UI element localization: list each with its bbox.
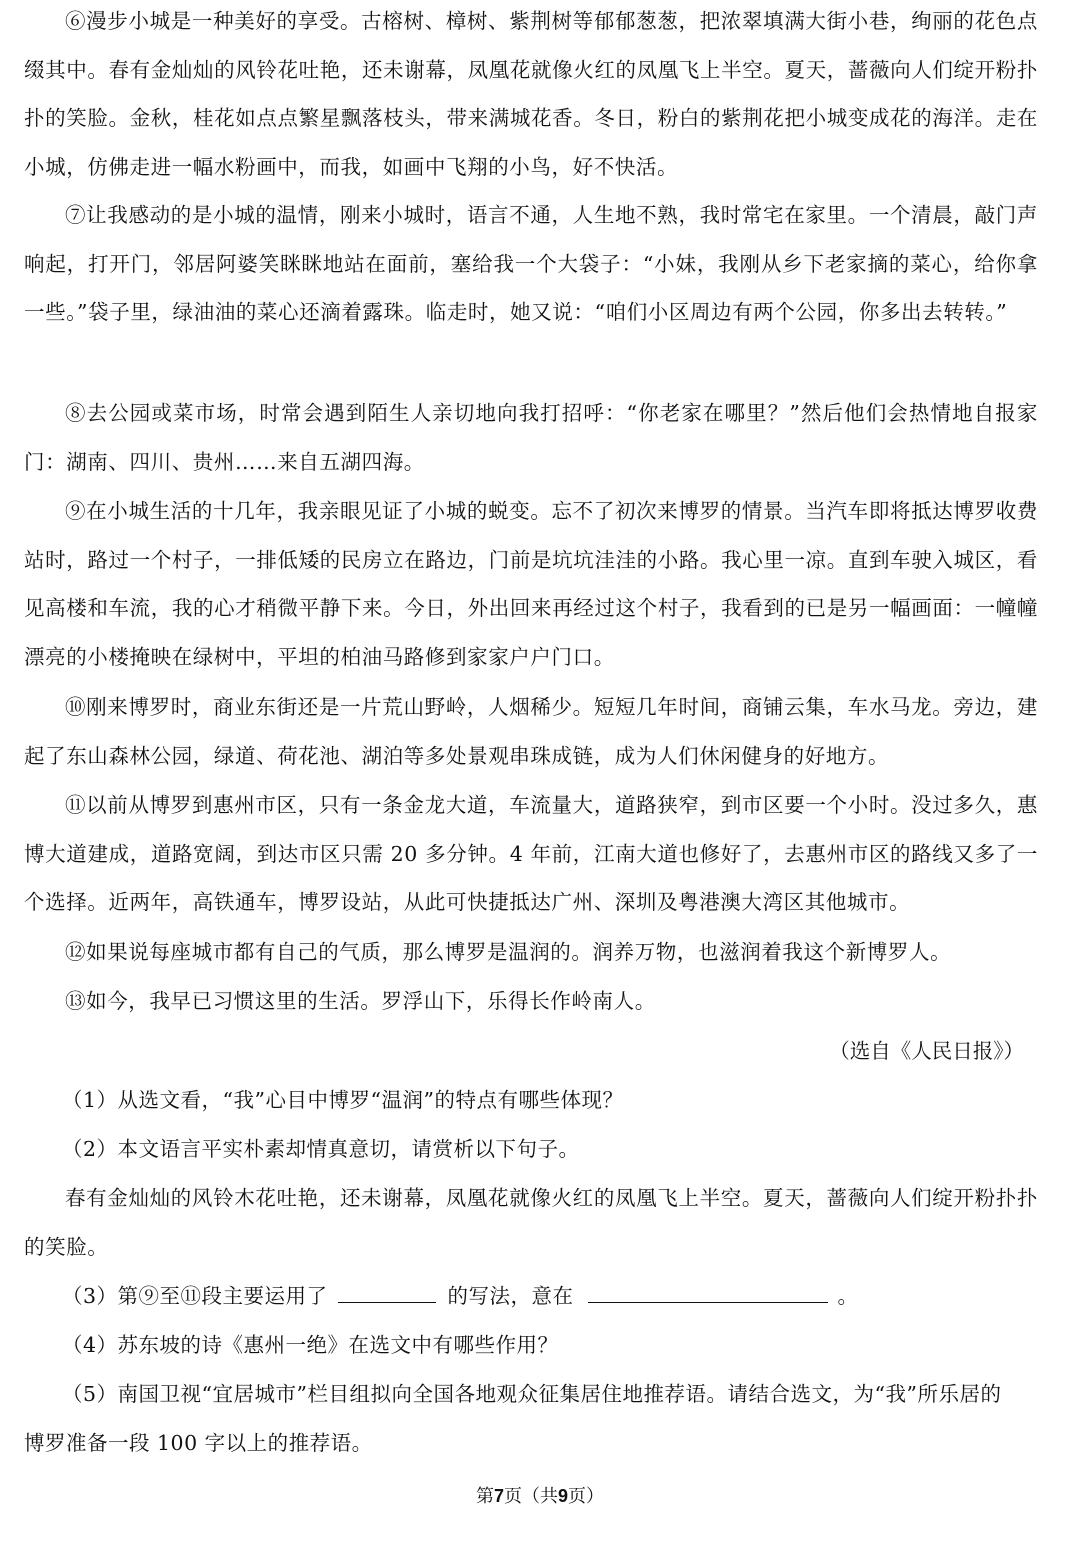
paragraph-6: ⑥漫步小城是一种美好的享受。古榕树、樟树、紫荆树等郁郁葱葱，把浓翠填满大街小巷，绚丽的花色点缀其中。春有金灿灿的风铃花吐艳，还未谢幕，凤凰花就像火红的凤凰飞上半空。夏天，蔷薇向人们绽开粉扑扑的笑脸。金秋，桂花如点点繁星飘落枝头，带来满城花香。冬日，粉白的紫荆花把小城变成花的海洋。走在小城，仿佛走进一幅水粉画中，而我，如画中飞翔的小鸟，好不快活。 — [24, 9, 1038, 179]
paragraph-10: ⑩刚来博罗时，商业东街还是一片荒山野岭，人烟稀少。短短几年时间，商铺云集，车水马龙。旁边，建起了东山森林公园，绿道、荷花池、湖泊等多处景观串珠成链，成为人们休闲健身的好地方。 — [24, 695, 1038, 768]
footer-page-number: 7 — [493, 1486, 504, 1506]
paragraph-8: ⑧去公园或菜市场，时常会遇到陌生人亲切地向我打招呼：“你老家在哪里？”然后他们会热情地自报家门：湖南、四川、贵州……来自五湖四海。 — [24, 401, 1038, 474]
paragraph-9: ⑨在小城生活的十几年，我亲眼见证了小城的蜕变。忘不了初次来博罗的情景。当汽车即将抵达博罗收费站时，路过一个村子，一排低矮的民房立在路边，门前是坑坑洼洼的小路。我心里一凉。直到车驶入城区，看见高楼和车流，我的心才稍微平静下来。今日，外出回来再经过这个村子，我看到的已是另一幅画面：一幢幢漂亮的小楼掩映在绿树中，平坦的柏油马路修到家家户户门口。 — [24, 499, 1038, 669]
question-3 — [62, 1272, 1038, 1321]
question-5-line-1: （5）南国卫视“宜居城市”栏目组拟向全国各地观众征集居住地推荐语。请结合选文，为“我”所乐居的 — [62, 1382, 1002, 1406]
question-2-quote: 春有金灿灿的风铃木花吐艳，还未谢幕，凤凰花就像火红的凤凰飞上半空。夏天，蔷薇向人们绽开粉扑扑的笑脸。 — [24, 1186, 1038, 1259]
paragraph-12: ⑫如果说每座城市都有自己的气质，那么博罗是温润的。润养万物，也滋润着我这个新博罗人。 — [65, 940, 952, 964]
question-3-text-end: 。 — [837, 1284, 859, 1308]
question-1: （1）从选文看，“我”心目中博罗“温润”的特点有哪些体现？ — [62, 1088, 624, 1112]
question-3-text-middle: 的写法，意在 — [447, 1284, 574, 1308]
source-citation: （选自《人民日报》） — [829, 1039, 1024, 1063]
paragraph-7: ⑦让我感动的是小城的温情，刚来小城时，语言不通，人生地不熟，我时常宅在家里。一个清晨，敲门声响起，打开门，邻居阿婆笑眯眯地站在面前，塞给我一个大袋子：“小妹，我刚从乡下老家摘的菜心，给你拿一些。”袋子里，绿油油的菜心还滴着露珠。临走时，她又说：“咱们小区周边有两个公园，你多出去转转。” — [24, 203, 1038, 324]
question-3-text-start: （3）第⑨至⑪段主要运用了 — [62, 1284, 328, 1308]
footer-suffix: 页） — [568, 1486, 605, 1507]
footer-prefix: 第 — [475, 1486, 494, 1507]
footer-total-pages: 9 — [558, 1486, 569, 1506]
question-2: （2）本文语言平实朴素却情真意切，请赏析以下句子。 — [62, 1137, 580, 1161]
answer-blank-technique[interactable] — [338, 1280, 436, 1303]
answer-blank-purpose[interactable] — [588, 1280, 828, 1303]
paragraph-11: ⑪以前从博罗到惠州市区，只有一条金龙大道，车流量大，道路狭窄，到市区要一个小时。没过多久，惠博大道建成，道路宽阔，到达市区只需 20 多分钟。4 年前，江南大道也修好了，去惠州市区的路线又多了一个选择。近两年，高铁通车，博罗设站，从此可快捷抵达广州、深圳及粤港澳大湾区其他城市。 — [24, 793, 1038, 914]
question-4: （4）苏东坡的诗《惠州一绝》在选文中有哪些作用？ — [62, 1333, 559, 1357]
footer-middle: 页（共 — [504, 1486, 558, 1507]
page-footer — [0, 1483, 1080, 1510]
question-5-line-2: 博罗准备一段 100 字以上的推荐语。 — [24, 1431, 373, 1455]
paragraph-13: ⑬如今，我早已习惯这里的生活。罗浮山下，乐得长作岭南人。 — [65, 989, 656, 1013]
